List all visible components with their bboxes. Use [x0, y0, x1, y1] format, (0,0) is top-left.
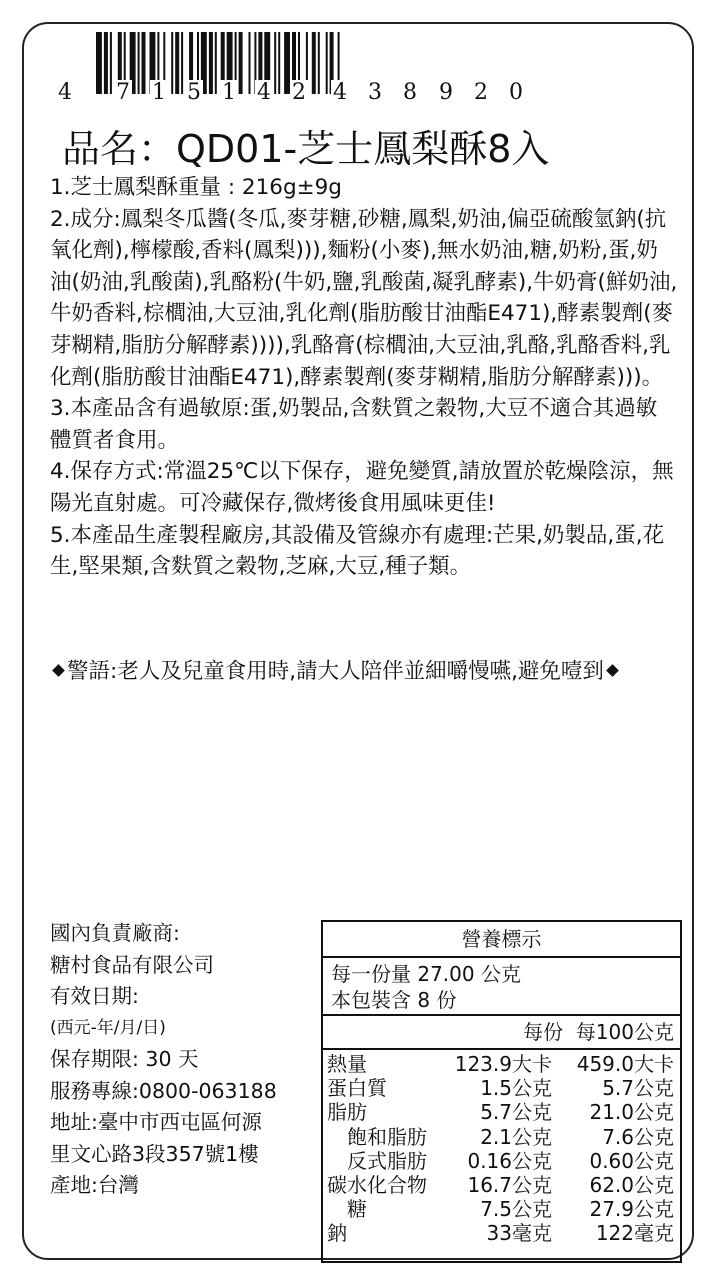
nutrition-row: [323, 1221, 680, 1245]
barcode-digit: 2: [474, 80, 488, 105]
nutrient-name: 反式脂肪: [327, 1148, 427, 1173]
serving-info: [323, 958, 680, 1016]
barcode-bar: [278, 32, 280, 94]
barcode-bar: [312, 32, 316, 94]
per-100g-value: 0.60公克: [589, 1148, 674, 1173]
diamond-icon: [606, 664, 619, 677]
per-100g-value: 122毫克: [595, 1221, 674, 1246]
nutrient-name: 蛋白質: [327, 1076, 387, 1101]
nutrient-name: 碳水化合物: [327, 1172, 427, 1197]
per-serving-value: 16.7公克: [467, 1172, 552, 1197]
per-100g-value: 27.9公克: [589, 1197, 674, 1222]
warning: [50, 656, 678, 688]
origin: 產地:台灣: [50, 1173, 139, 1197]
nutrition-row: [323, 1100, 680, 1124]
address-line-2: 里文心路3段357號1樓: [50, 1141, 259, 1166]
barcode-digit: 4: [58, 80, 72, 105]
per-100g-value: 5.7公克: [602, 1076, 674, 1101]
nutrient-name: 糖: [327, 1197, 367, 1222]
col-per-serving: 每份: [523, 1020, 564, 1044]
barcode-bar: [249, 32, 251, 94]
barcode-digit: 4: [333, 80, 347, 105]
per-serving-value: 123.9大卡: [454, 1052, 552, 1076]
nutrition-row: [323, 1149, 680, 1173]
maker-name: 糖村食品有限公司: [50, 952, 214, 977]
nutrition-rows: [323, 1050, 680, 1246]
barcode-bar: [171, 32, 173, 94]
nutrition-row: [323, 1052, 680, 1076]
address-line-1: 地址:臺中市西屯區何源: [50, 1110, 262, 1134]
paragraph-facility: 5.本產品生產製程廠房,其設備及管線亦有處理:芒果,奶製品,蛋,花生,堅果類,含麩質之穀物,芝麻,大豆,種子類。: [50, 522, 665, 580]
barcode-bar: [110, 32, 112, 94]
expiry-label: 有效日期:: [50, 984, 139, 1008]
nutrient-name: 鈉: [327, 1221, 347, 1246]
nutrition-row: [323, 1173, 680, 1197]
barcode-digit: 3: [368, 80, 382, 105]
col-per-100g: 每100公克: [575, 1020, 674, 1044]
maker-info: [50, 918, 322, 1202]
barcode-digit: 1: [222, 80, 236, 105]
barcode-bar: [318, 32, 320, 94]
nutrition-header: [323, 1016, 680, 1050]
nutrition-row: [323, 1125, 680, 1149]
diamond-icon: [52, 664, 65, 677]
barcode-digit: 2: [292, 80, 306, 105]
per-100g-value: 7.6公克: [602, 1124, 674, 1149]
per-serving-value: 0.16公克: [467, 1148, 552, 1173]
barcode-digit: 8: [403, 80, 417, 105]
per-serving-value: 5.7公克: [480, 1100, 552, 1125]
barcode-bar: [138, 32, 140, 94]
barcode-digit: 1: [152, 80, 166, 105]
barcode-digit: 7: [116, 80, 130, 105]
date-format: (西元-年/月/日): [50, 1017, 166, 1038]
product-name: 品名：QD01-芝士鳳梨酥8入: [62, 127, 550, 171]
barcode-bar: [239, 32, 243, 94]
serving-size: 每一份量 27.00 公克: [331, 962, 521, 986]
nutrition-table: [321, 920, 682, 1263]
servings-per-pack: 本包裝含 8 份: [331, 988, 457, 1012]
paragraph-ingredients: 2.成分:鳳梨冬瓜醬(冬瓜,麥芽糖,砂糖,鳳梨,奶油,偏亞硫酸氫鈉(抗氧化劑),檸檬酸,香料(鳳梨))),麵粉(小麥),無水奶油,糖,奶粉,蛋,奶油(奶油,乳酸菌),乳酪粉(牛奶,鹽,乳酸菌,凝乳酵素),牛奶膏(鮮奶油,牛奶香料,棕櫚油,大豆油,乳化劑(脂肪酸甘油酯E471),酵素製劑(麥芽糊精,脂肪分解酵素)))),乳酪膏(棕櫚油,大豆油,乳酪,乳酪香料,乳化劑(脂肪酸甘油酯E471),酵素製劑(麥芽糊精,脂肪分解酵素)))。: [50, 206, 678, 390]
barcode-bar: [142, 32, 146, 94]
per-serving-value: 2.1公克: [480, 1124, 552, 1149]
barcode-bar: [181, 32, 183, 94]
per-100g-value: 62.0公克: [589, 1172, 674, 1197]
per-serving-value: 33毫克: [486, 1221, 552, 1246]
barcode-bar: [209, 32, 213, 94]
nutrient-name: 飽和脂肪: [327, 1124, 427, 1149]
nutrition-row: [323, 1076, 680, 1100]
per-100g-value: 21.0公克: [589, 1100, 674, 1125]
barcode-digit: 5: [187, 80, 201, 105]
ingredient-text: [50, 172, 678, 583]
paragraph-weight: 1.芝士鳳梨酥重量 : 216g±9g: [50, 175, 342, 200]
per-serving-value: 7.5公克: [480, 1197, 552, 1222]
barcode-bar: [104, 32, 108, 94]
per-100g-value: 459.0大卡: [576, 1052, 674, 1076]
barcode-bar: [96, 32, 102, 94]
nutrient-name: 脂肪: [327, 1100, 367, 1125]
nutrient-name: 熱量: [327, 1052, 367, 1076]
paragraph-allergens: 3.本產品含有過敏原:蛋,奶製品,含麩質之穀物,大豆不適合其過敏體質者食用。: [50, 396, 658, 453]
maker-line: 國內負責廠商:: [50, 921, 180, 945]
nutrition-title: 營養標示: [323, 922, 680, 958]
paragraph-storage: 4.保存方式:常溫25℃以下保存，避免變質,請放置於乾燥陰涼，無陽光直射處。可冷藏保存,微烤後食用風味更佳!: [50, 459, 674, 516]
warning-text: 警語:老人及兒童食用時,請大人陪伴並細嚼慢嚥,避免噎到: [67, 659, 604, 684]
shelf-life: 保存期限: 30 天: [50, 1047, 199, 1071]
barcode: [56, 32, 526, 110]
service-line: 服務專線:0800-063188: [50, 1078, 277, 1103]
per-serving-value: 1.5公克: [480, 1076, 552, 1101]
barcode-bar: [326, 32, 328, 94]
barcode-bar: [215, 32, 217, 94]
barcode-digit: 4: [257, 80, 271, 105]
nutrition-row: [323, 1197, 680, 1221]
barcode-bar: [274, 32, 276, 94]
barcode-digit: 9: [439, 80, 453, 105]
barcode-bar: [175, 32, 179, 94]
barcode-digit: 0: [509, 80, 523, 105]
